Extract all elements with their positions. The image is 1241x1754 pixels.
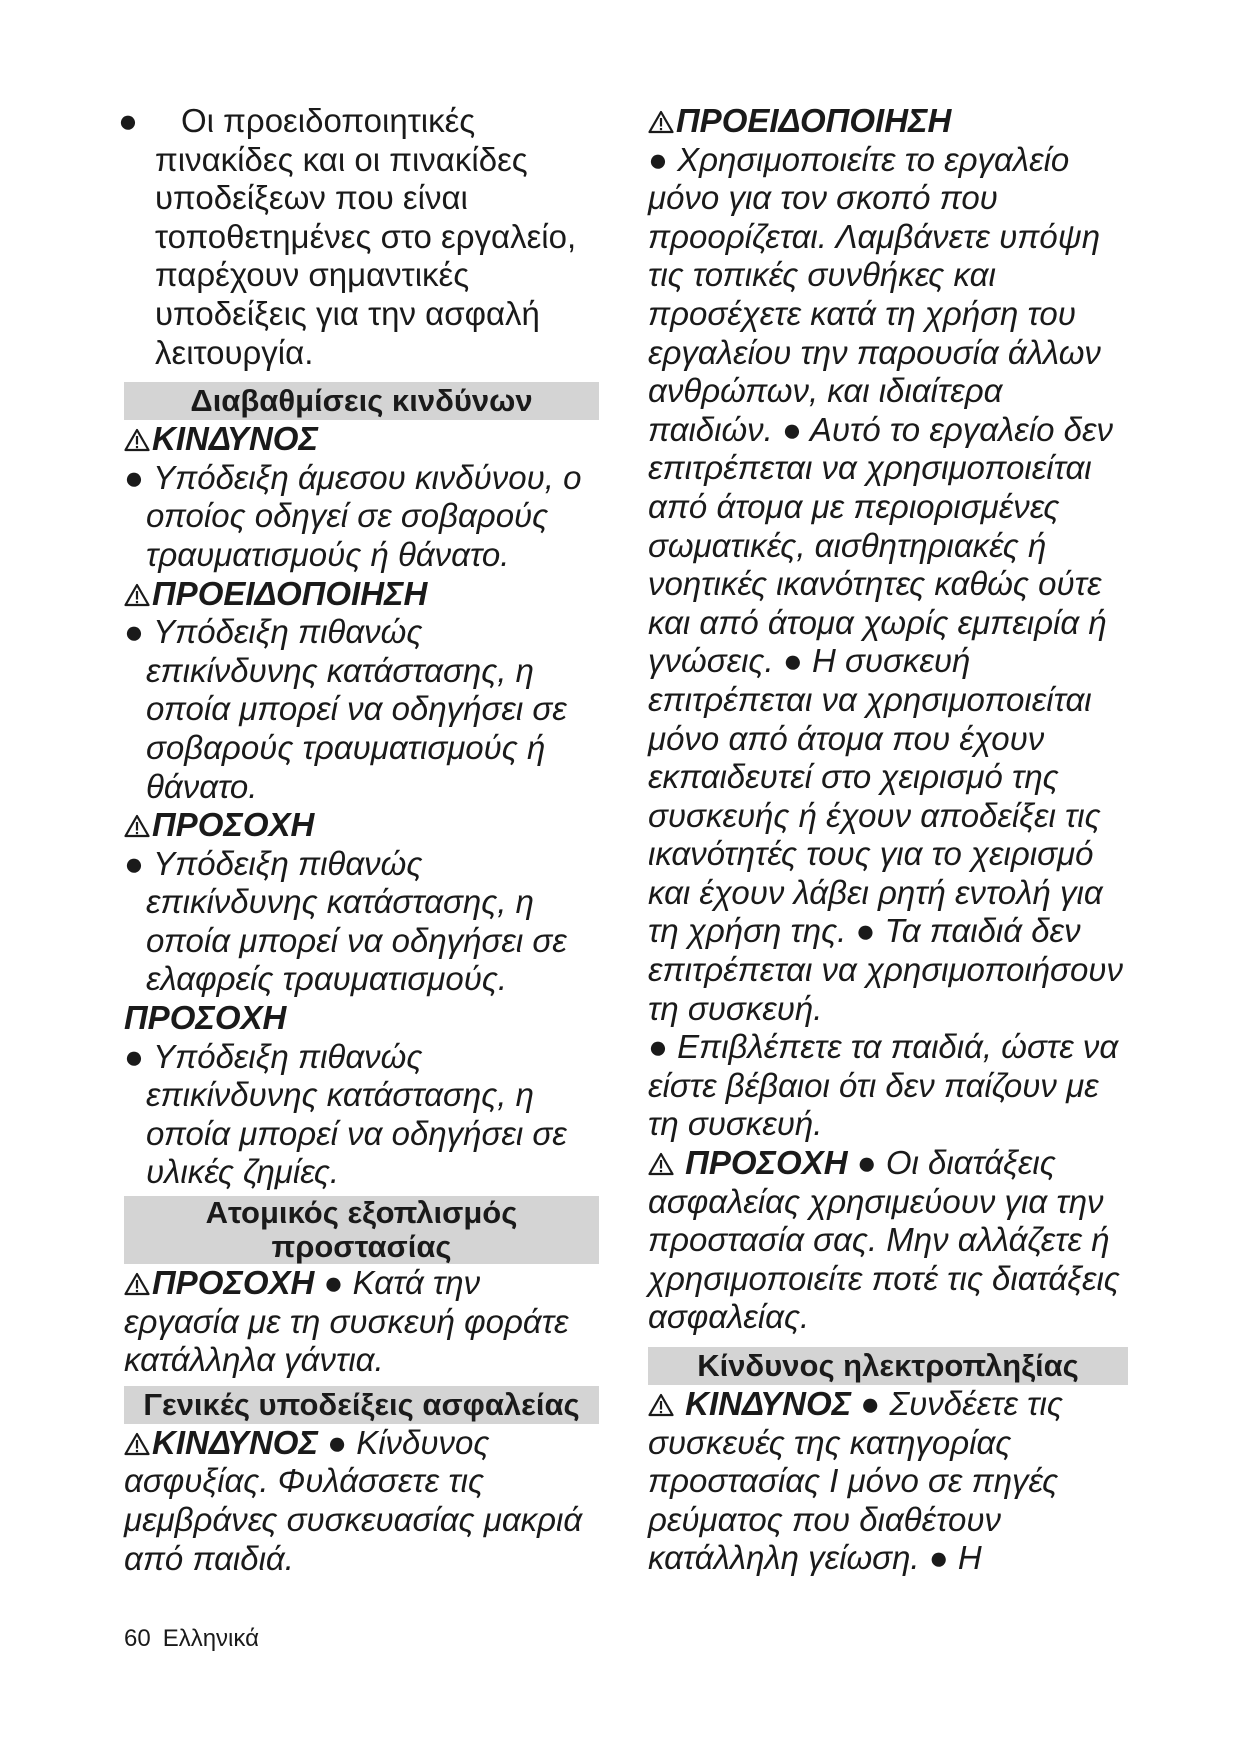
section-header-electric-shock: Κίνδυνος ηλεκτροπληξίας bbox=[648, 1347, 1128, 1385]
warning-label: ΠΡΟΕΙΔΟΠΟΙΗΣΗ bbox=[124, 575, 599, 614]
danger-label: ΚΙΝΔΥΝΟΣ bbox=[124, 420, 599, 459]
warning-triangle-icon bbox=[124, 583, 150, 607]
notice-label: ΠΡΟΣΟΧΗ bbox=[124, 999, 287, 1037]
caution-item: ● Υπόδειξη πιθανώς επικίνδυνης κατάστασης, η οποία μπορεί να οδηγήσει σε ελαφρείς τραυματισμούς. bbox=[124, 844, 567, 998]
section-header-general-safety: Γενικές υποδείξεις ασφαλείας bbox=[124, 1386, 599, 1424]
right-caution-label: ΠΡΟΣΟΧΗ bbox=[685, 1144, 848, 1182]
bullet-icon: ● bbox=[118, 102, 138, 139]
page-number: 60 bbox=[124, 1625, 151, 1652]
electric-label: ΚΙΝΔΥΝΟΣ bbox=[685, 1385, 852, 1422]
warning-triangle-icon bbox=[124, 1272, 150, 1296]
warning-item: ● Υπόδειξη πιθανώς επικίνδυνης κατάστασης, η οποία μπορεί να οδηγήσει σε σοβαρούς τραυματισμούς ή θάνατο. bbox=[124, 613, 567, 805]
section-header-hazard-levels: Διαβαθμίσεις κινδύνων bbox=[124, 382, 599, 420]
ppe-label: ΠΡΟΣΟΧΗ bbox=[152, 1264, 315, 1302]
right-warning-label: ΠΡΟΕΙΔΟΠΟΙΗΣΗ bbox=[648, 102, 1128, 141]
footer-language: Ελληνικά bbox=[162, 1625, 259, 1652]
intro-text: Οι προειδοποιητικές πινακίδες και οι πινακίδες υποδείξεων που είναι τοποθετημένες στο εργαλείο, παρέχουν σημαντικές υποδείξεις για την ασφαλή λειτουργία. bbox=[155, 102, 577, 371]
warning-triangle-icon bbox=[124, 1432, 150, 1456]
warning-triangle-icon bbox=[648, 110, 674, 134]
left-column bbox=[118, 102, 599, 1578]
warning-triangle-icon bbox=[648, 1393, 674, 1417]
intro-paragraph bbox=[118, 102, 599, 372]
danger-item: ● Υπόδειξη άμεσου κινδύνου, ο οποίος οδηγεί σε σοβαρούς τραυματισμούς ή θάνατο. bbox=[124, 458, 582, 573]
right-warning-paragraph: ● Χρησιμοποιείτε το εργαλείο μόνο για τον σκοπό που προορίζεται. Λαμβάνετε υπόψη τις τοπικές συνθήκες και προσέχετε κατά τη χρήση του εργαλείου την παρουσία άλλων ανθρώπων, και ιδιαίτερα παιδιών. ● Αυτό το εργαλείο δεν επιτρέπεται να χρησιμοποιείται από άτομα με περιορισμένες σωματικές, αισθητηριακές ή νοητικές ικανότητες καθώς ούτε και από άτομα χωρίς εμπειρία ή γνώσεις. ● Η συσκευή επιτρέπεται να χρησιμοποιείται μόνο από άτομα που έχουν εκπαιδευτεί στο χειρισμό της συσκευής ή έχουν αποδείξει τις ικανότητές τους για το χειρισμό και έχουν λάβει ρητή εντολή για τη χρήση της. ● Τα παιδιά δεν επιτρέπεται να χρησιμοποιήσουν τη συσκευή. bbox=[648, 140, 1123, 1027]
ppe-paragraph: ΠΡΟΣΟΧΗ ● Κατά την εργασία με τη συσκευή φοράτε κατάλληλα γάντια. bbox=[124, 1264, 569, 1379]
general-label: ΚΙΝΔΥΝΟΣ bbox=[152, 1423, 318, 1461]
notice-item: ● Υπόδειξη πιθανώς επικίνδυνης κατάστασης, η οποία μπορεί να οδηγήσει σε υλικές ζημίες. bbox=[124, 1037, 567, 1191]
general-paragraph: ΚΙΝΔΥΝΟΣ ● Κίνδυνος ασφυξίας. Φυλάσσετε τις μεμβράνες συσκευασίας μακριά από παιδιά. bbox=[124, 1423, 583, 1577]
right-caution-paragraph: ΠΡΟΣΟΧΗ ● Οι διατάξεις ασφαλείας χρησιμεύουν για την προστασία σας. Μην αλλάζετε ή χρησιμοποιείτε ποτέ τις διατάξεις ασφαλείας. bbox=[648, 1144, 1120, 1336]
page-footer bbox=[124, 1625, 259, 1653]
right-column bbox=[648, 102, 1128, 1578]
electric-paragraph: ΚΙΝΔΥΝΟΣ ● Συνδέετε τις συσκευές της κατηγορίας προστασίας I μόνο σε πηγές ρεύματος που διαθέτουν κατάλληλη γείωση. ● Η bbox=[648, 1385, 1063, 1577]
warning-triangle-icon bbox=[124, 428, 150, 452]
right-warning-paragraph-2: ● Επιβλέπετε τα παιδιά, ώστε να είστε βέβαιοι ότι δεν παίζουν με τη συσκευή. bbox=[648, 1028, 1119, 1143]
warning-triangle-icon bbox=[124, 814, 150, 838]
caution-label: ΠΡΟΣΟΧΗ bbox=[124, 806, 599, 845]
warning-triangle-icon bbox=[648, 1152, 674, 1176]
section-header-ppe: Ατομικός εξοπλισμός προστασίας bbox=[124, 1196, 599, 1264]
